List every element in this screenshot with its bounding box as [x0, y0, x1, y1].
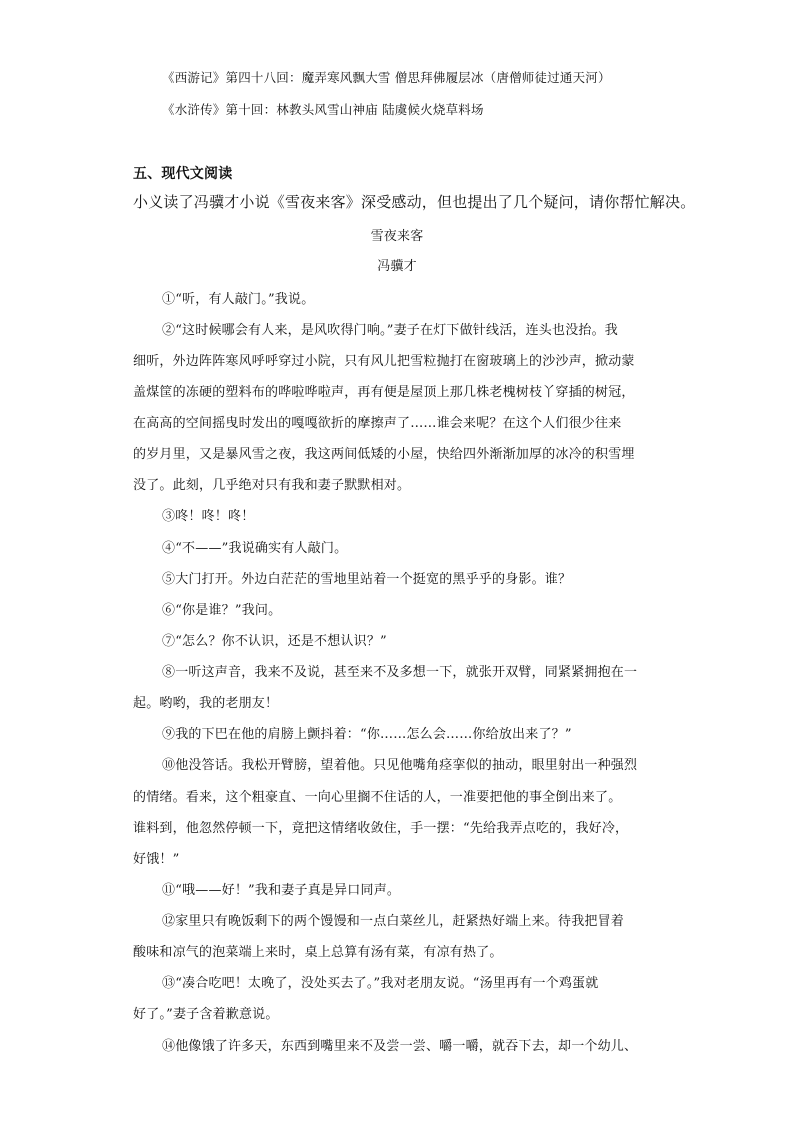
story-line: ⑧一听这声音，我来不及说，甚至来不及多想一下，就张开双臂，同紧紧拥抱在一	[162, 665, 638, 680]
reading-intro: 小义读了冯骥才小说《雪夜来客》深受感动，但也提出了几个疑问，请你帮忙解决。	[133, 193, 696, 211]
story-line: 的情绪。看来，这个粗豪直、一向心里搁不住话的人，一准要把他的事全倒出来了。	[133, 790, 622, 805]
story-line: ⑪“哦——好！”我和妻子真是异口同声。	[162, 883, 401, 898]
story-line: 没了。此刻，几乎绝对只有我和妻子默默相对。	[133, 478, 411, 493]
reference-journey-west: 《西游记》第四十八回：魔弄寒风飘大雪 僧思拜佛履层冰（唐僧师徒过通天河）	[162, 70, 611, 85]
story-line: 盖煤筐的冻硬的塑料布的哗啦哗啦声，再有便是屋顶上那几株老槐树枝丫穿插的树冠，	[133, 385, 635, 400]
story-line: ⑦“怎么？你不认识，还是不想认识？”	[162, 634, 387, 649]
story-line: ②“这时候哪会有人来，是风吹得门响。”妻子在灯下做针线活，连头也没抬。我	[162, 323, 618, 338]
story-line: 酸味和凉气的泡菜端上来时，桌上总算有汤有菜，有凉有热了。	[133, 945, 503, 960]
story-line: 好了。”妻子含着歉意说。	[133, 1007, 279, 1022]
story-author: 冯骥才	[377, 259, 417, 274]
story-line: ⑬“凑合吃吧！太晚了，没处买去了。”我对老朋友说。“汤里再有一个鸡蛋就	[162, 976, 599, 991]
story-line: ③咚！咚！咚！	[162, 509, 255, 524]
story-line: ⑤大门打开。外边白茫茫的雪地里站着一个挺宽的黑乎乎的身影。谁？	[162, 572, 572, 587]
story-line: 好饿！”	[133, 852, 180, 867]
story-line: ⑥“你是谁？”我问。	[162, 603, 282, 618]
story-line: ⑩他没答话。我松开臂膀，望着他。只见他嘴角痉挛似的抽动，眼里射出一种强烈	[162, 758, 638, 773]
story-line: ⑨我的下巴在他的肩膀上颤抖着：“你……怎么会……你给放出来了？”	[162, 727, 572, 742]
section-heading: 五、现代文阅读	[133, 166, 233, 182]
story-line: 起。哟哟，我的老朋友！	[133, 696, 279, 711]
story-line: ④“不——”我说确实有人敲门。	[162, 541, 348, 556]
story-line: ⑫家里只有晚饭剩下的两个馒馒和一点白菜丝儿，赶紧热好端上来。待我把冒着	[162, 914, 625, 929]
story-title: 雪夜来客	[370, 229, 424, 244]
story-line: ①“听，有人敲门。”我说。	[162, 292, 315, 307]
story-line: 谁料到，他忽然停顿一下，竟把这情绪收敛住，手一摆：“先给我弄点吃的，我好冷，	[133, 821, 629, 836]
reference-water-margin: 《水浒传》第十回：林教头风雪山神庙 陆虞候火烧草料场	[162, 102, 484, 117]
story-line: 在高高的空间摇曳时发出的嘎嘎欲折的摩擦声了……谁会来呢？在这个人们很少往来	[133, 416, 622, 431]
story-line: 的岁月里，又是暴风雪之夜，我这两间低矮的小屋，快给四外渐渐加厚的冰冷的积雪埋	[133, 447, 635, 462]
story-line: ⑭他像饿了许多天，东西到嘴里来不及尝一尝、嚼一嚼，就吞下去，却一个幼儿、	[162, 1039, 638, 1054]
story-line: 细听，外边阵阵寒风呼呼穿过小院，只有风儿把雪粒抛打在窗玻璃上的沙沙声，掀动蒙	[133, 354, 635, 369]
